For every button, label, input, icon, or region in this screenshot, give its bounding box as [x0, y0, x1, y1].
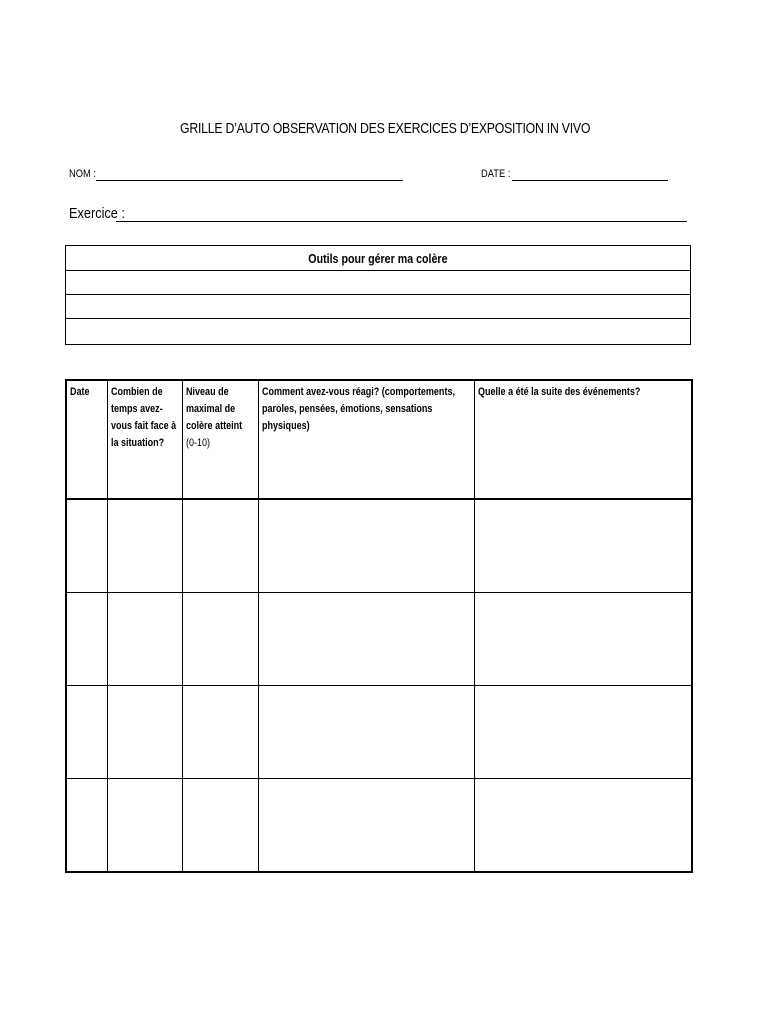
date-field[interactable]: [481, 168, 516, 180]
col-header-date: [66, 380, 107, 499]
col-header-scale: (0-10): [185, 437, 210, 449]
cell-duree[interactable]: [107, 779, 182, 873]
date-blank-line[interactable]: [512, 170, 668, 181]
table-row[interactable]: [66, 593, 692, 686]
outils-row[interactable]: [66, 271, 691, 295]
table-row[interactable]: [66, 499, 692, 593]
cell-suite[interactable]: [474, 499, 692, 593]
date-label: DATE :: [481, 168, 511, 180]
col-header-label: Comment avez-vous réagi? (comportements, paroles, pensées, émotions, sensations physiques): [261, 386, 455, 432]
observation-header-row: [66, 380, 692, 499]
col-header-label: Niveau de maximal de colère atteint: [185, 386, 242, 432]
nom-label: NOM :: [69, 168, 97, 180]
cell-reaction[interactable]: [258, 779, 474, 873]
col-header-reaction: [258, 380, 474, 499]
outils-cell[interactable]: [66, 295, 691, 319]
col-header-label: Combien de temps avez-vous fait face à la situation?: [110, 386, 176, 449]
form-title-text: GRILLE D’AUTO OBSERVATION DES EXERCICES D’EXPOSITION IN VIVO: [179, 120, 591, 137]
outils-table: [65, 245, 691, 345]
cell-reaction[interactable]: [258, 593, 474, 686]
cell-reaction[interactable]: [258, 499, 474, 593]
cell-niveau[interactable]: [182, 499, 258, 593]
cell-date[interactable]: [66, 779, 107, 873]
exercice-field[interactable]: [69, 205, 135, 222]
cell-date[interactable]: [66, 593, 107, 686]
outils-header-cell: [66, 246, 691, 271]
outils-header-row: [66, 246, 691, 271]
cell-niveau[interactable]: [182, 779, 258, 873]
observation-table: [65, 379, 693, 873]
cell-niveau[interactable]: [182, 593, 258, 686]
outils-cell[interactable]: [66, 319, 691, 345]
cell-duree[interactable]: [107, 499, 182, 593]
outils-row[interactable]: [66, 295, 691, 319]
page-title: [0, 120, 770, 137]
cell-date[interactable]: [66, 686, 107, 779]
cell-duree[interactable]: [107, 686, 182, 779]
exercice-label: Exercice :: [69, 205, 125, 222]
nom-field[interactable]: [69, 168, 101, 180]
cell-duree[interactable]: [107, 593, 182, 686]
col-header-label: Date: [70, 386, 90, 398]
col-header-duree: [107, 380, 182, 499]
cell-suite[interactable]: [474, 686, 692, 779]
outils-cell[interactable]: [66, 271, 691, 295]
col-header-suite: [474, 380, 692, 499]
cell-date[interactable]: [66, 499, 107, 593]
exercice-blank-line[interactable]: [116, 207, 687, 222]
nom-blank-line[interactable]: [96, 170, 403, 181]
outils-row[interactable]: [66, 319, 691, 345]
col-header-niveau: [182, 380, 258, 499]
table-row[interactable]: [66, 779, 692, 873]
cell-suite[interactable]: [474, 779, 692, 873]
col-header-label: Quelle a été la suite des événements?: [477, 386, 640, 398]
outils-header-text: Outils pour gérer ma colère: [308, 250, 448, 266]
cell-suite[interactable]: [474, 593, 692, 686]
cell-reaction[interactable]: [258, 686, 474, 779]
cell-niveau[interactable]: [182, 686, 258, 779]
table-row[interactable]: [66, 686, 692, 779]
